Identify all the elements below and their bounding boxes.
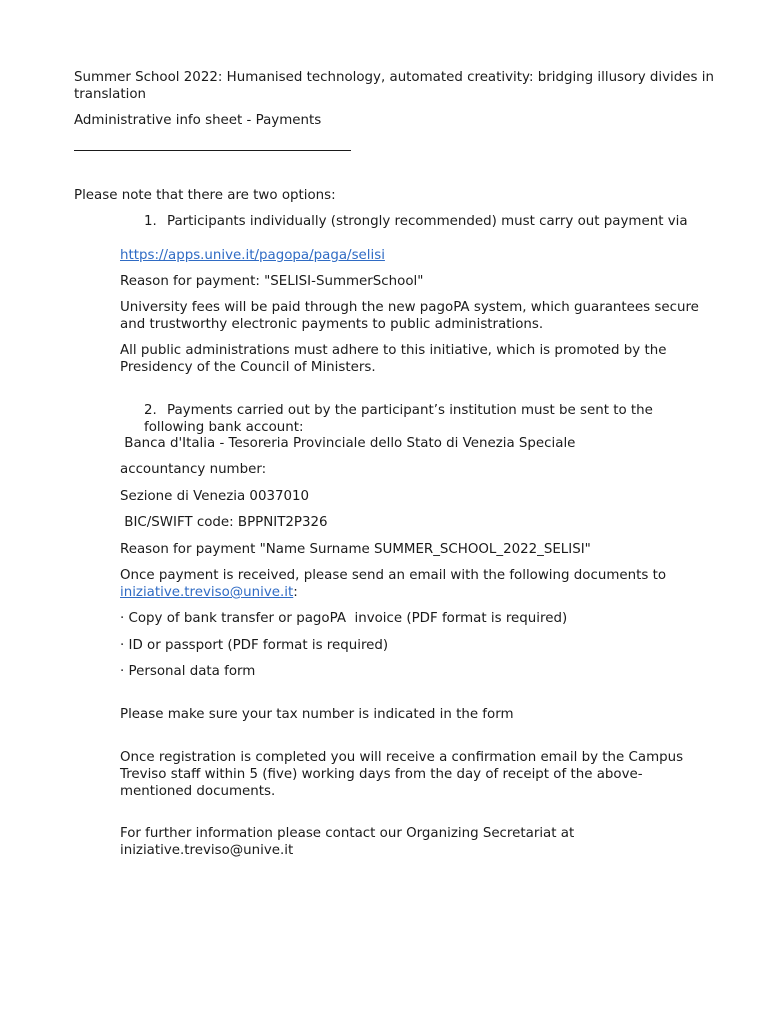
intro-text: Please note that there are two options:: [74, 188, 336, 203]
required-doc-2: · ID or passport (PDF format is required): [120, 638, 389, 653]
option-2-item: [144, 402, 704, 436]
accountancy-label: accountancy number:: [120, 462, 267, 477]
option-1-admin: All public administrations must adhere to this initiative, which is promoted by the Presidency of the Council of Ministers.: [120, 343, 667, 375]
option-2-number: 2.: [144, 403, 157, 418]
option-1-text: Participants individually (strongly recommended) must carry out payment via: [167, 214, 688, 229]
bank-name: Banca d'Italia - Tesoreria Provinciale dello Stato di Venezia Speciale: [120, 436, 576, 451]
doc-subtitle: Administrative info sheet - Payments: [74, 113, 322, 128]
required-doc-3: · Personal data form: [120, 664, 256, 679]
pagopa-link[interactable]: https://apps.unive.it/pagopa/paga/selisi: [120, 248, 385, 263]
tax-number-note: Please make sure your tax number is indicated in the form: [120, 707, 514, 722]
email-intro-text: Once payment is received, please send an email with the following documents to: [120, 568, 667, 583]
option-1-number: 1.: [144, 214, 157, 229]
bank-section: Sezione di Venezia 0037010: [120, 489, 310, 504]
horizontal-rule: [74, 150, 351, 151]
email-instructions: [120, 567, 700, 601]
option-2-text: Payments carried out by the participant’s institution must be sent to the following bank account:: [144, 403, 653, 435]
pagopa-link-line: [120, 247, 700, 264]
contact-text: For further information please contact our Organizing Secretariat at iniziative.treviso@unive.it: [120, 826, 575, 858]
option-1-item: [144, 213, 704, 230]
email-suffix: :: [293, 585, 298, 600]
option-1-reason: Reason for payment: "SELISI-SummerSchool": [120, 274, 424, 289]
option-1-fees: University fees will be paid through the new pagoPA system, which guarantees secure and trustworthy electronic payments to public administrations.: [120, 300, 699, 332]
doc-title: Summer School 2022: Humanised technology, automated creativity: bridging illusory divides in translation: [74, 70, 714, 102]
option-2-reason: Reason for payment "Name Surname SUMMER_SCHOOL_2022_SELISI": [120, 542, 591, 557]
confirmation-text: Once registration is completed you will receive a confirmation email by the Campus Treviso staff within 5 (five) working days from the day of receipt of the above-mentioned documents.: [120, 750, 684, 799]
required-doc-1: · Copy of bank transfer or pagoPA invoice (PDF format is required): [120, 611, 568, 626]
email-link[interactable]: iniziative.treviso@unive.it: [120, 585, 294, 600]
bic-swift-code: BIC/SWIFT code: BPPNIT2P326: [120, 515, 328, 530]
